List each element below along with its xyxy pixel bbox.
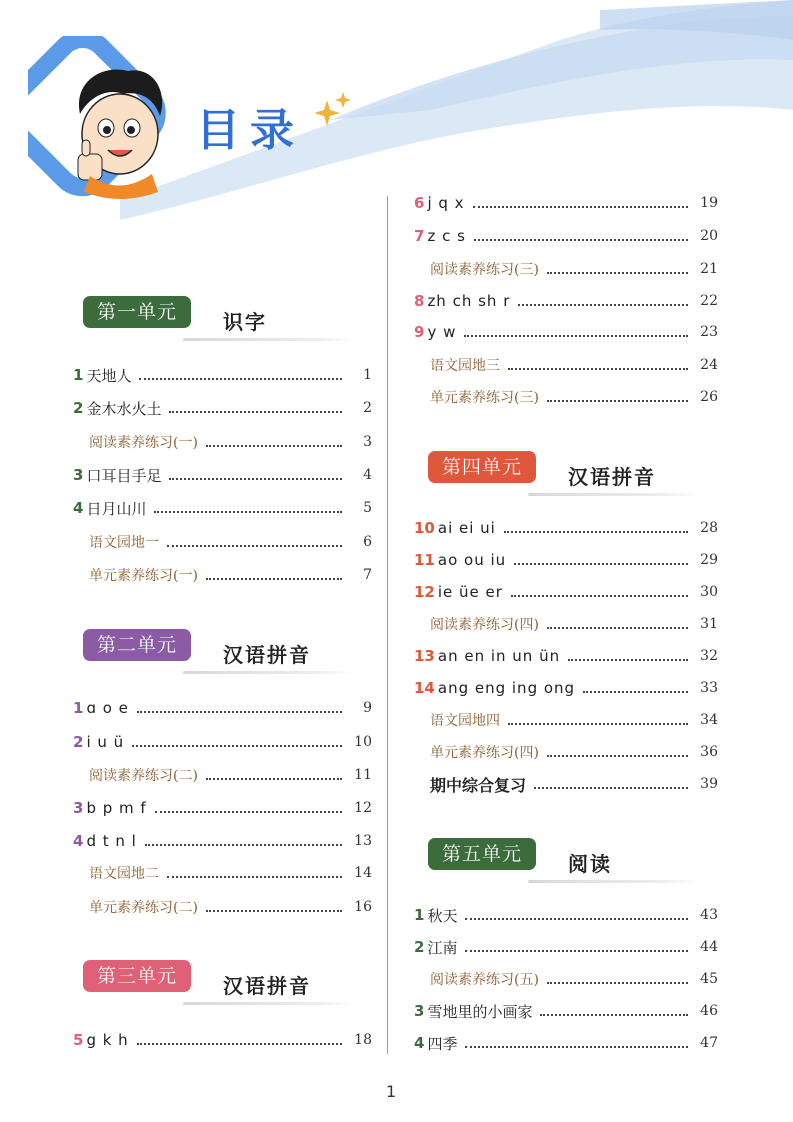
dot-leader — [145, 844, 342, 846]
unit-badge: 第三单元 — [83, 960, 191, 992]
unit-title: 汉语拼音 — [223, 643, 311, 667]
page-title: 目录 — [196, 105, 304, 156]
toc-entry[interactable] — [73, 497, 372, 519]
dot-leader — [547, 627, 688, 629]
lesson-title: 天地人 — [86, 366, 132, 385]
toc-entry[interactable] — [73, 397, 372, 419]
toc-entry[interactable] — [414, 1032, 718, 1054]
dot-leader — [206, 445, 342, 447]
column-divider — [387, 196, 388, 1054]
unit-title: 汉语拼音 — [568, 465, 656, 489]
page-ref: 6 — [363, 534, 372, 550]
page-ref: 20 — [700, 228, 718, 244]
page-ref: 2 — [363, 400, 372, 416]
dot-leader — [473, 206, 688, 208]
page-ref: 21 — [700, 261, 718, 277]
unit-title: 识字 — [223, 310, 267, 334]
page-ref: 5 — [363, 500, 372, 516]
unit-title-underline — [528, 493, 698, 496]
lesson-title: 语文园地一 — [89, 535, 159, 551]
toc-entry[interactable] — [73, 731, 372, 753]
lesson-title: 金木水火土 — [86, 399, 162, 418]
page-ref: 13 — [354, 833, 372, 849]
page-ref: 18 — [354, 1032, 372, 1048]
lesson-title: ao ou iu — [437, 551, 507, 569]
dot-leader — [514, 563, 688, 565]
dot-leader — [137, 1043, 342, 1045]
toc-entry[interactable] — [430, 386, 718, 408]
page-ref: 23 — [700, 324, 718, 340]
page-ref: 16 — [354, 899, 372, 915]
page-ref: 28 — [700, 520, 718, 536]
page-ref: 47 — [700, 1035, 718, 1051]
dot-leader — [547, 400, 688, 402]
toc-entry[interactable] — [73, 697, 372, 719]
toc-entry[interactable] — [414, 677, 718, 699]
lesson-title: i u ü — [86, 733, 125, 751]
lesson-title: ang eng ing ong — [437, 679, 576, 697]
toc-entry[interactable] — [430, 709, 718, 731]
dot-leader — [518, 304, 688, 306]
toc-header — [28, 36, 358, 236]
lesson-number: 4 — [414, 1034, 425, 1052]
lesson-title: 语文园地四 — [430, 713, 500, 729]
toc-entry[interactable] — [89, 564, 372, 586]
dot-leader — [169, 411, 342, 413]
dot-leader — [169, 478, 342, 480]
lesson-title: g k h — [86, 1031, 129, 1049]
lesson-title: ɑ o e — [86, 699, 129, 717]
dot-leader — [465, 918, 688, 920]
toc-entry[interactable] — [430, 968, 718, 990]
lesson-title: 单元素养练习(一) — [89, 568, 198, 584]
lesson-title: b p m f — [86, 799, 147, 817]
lesson-number: 9 — [414, 323, 425, 341]
toc-entry[interactable] — [89, 431, 372, 453]
toc-entry[interactable] — [414, 225, 718, 247]
lesson-number: 13 — [414, 647, 435, 665]
toc-entry[interactable] — [89, 531, 372, 553]
page-ref: 29 — [700, 552, 718, 568]
page-ref: 1 — [363, 367, 372, 383]
dot-leader — [540, 1014, 688, 1016]
dot-leader — [465, 1046, 688, 1048]
unit-badge: 第四单元 — [428, 451, 536, 483]
lesson-number: 2 — [73, 733, 84, 751]
dot-leader — [206, 578, 342, 580]
page-ref: 34 — [700, 712, 718, 728]
page-ref: 10 — [354, 734, 372, 750]
toc-entry[interactable] — [414, 290, 718, 312]
lesson-title: 单元素养练习(三) — [430, 390, 539, 406]
page-ref: 22 — [700, 293, 718, 309]
lesson-title: 江南 — [427, 938, 458, 957]
page-ref: 31 — [700, 616, 718, 632]
lesson-title: 阅读素养练习(三) — [430, 262, 539, 278]
lesson-title: 阅读素养练习(一) — [89, 435, 198, 451]
unit-title-underline — [183, 338, 353, 341]
toc-entry[interactable] — [73, 1029, 372, 1051]
page-ref: 44 — [700, 939, 718, 955]
lesson-title: 单元素养练习(四) — [430, 745, 539, 761]
dot-leader — [137, 711, 342, 713]
lesson-title: zh ch sh r — [427, 292, 511, 310]
lesson-title: d t n l — [86, 832, 137, 850]
toc-entry[interactable] — [430, 741, 718, 763]
dot-leader — [155, 811, 342, 813]
unit-badge: 第一单元 — [83, 296, 191, 328]
dot-leader — [167, 876, 342, 878]
lesson-number: 3 — [414, 1002, 425, 1020]
lesson-number: 14 — [414, 679, 435, 697]
toc-entry[interactable] — [414, 581, 718, 603]
lesson-number: 2 — [73, 399, 84, 417]
unit-badge: 第二单元 — [83, 629, 191, 661]
toc-entry[interactable] — [430, 613, 718, 635]
toc-entry[interactable] — [73, 464, 372, 486]
dot-leader — [464, 335, 688, 337]
page-ref: 39 — [700, 776, 718, 792]
dot-leader — [206, 778, 342, 780]
lesson-number: 6 — [414, 194, 425, 212]
lesson-title: y w — [427, 323, 457, 341]
lesson-number: 1 — [414, 906, 425, 924]
toc-entry[interactable] — [414, 549, 718, 571]
toc-entry[interactable] — [73, 364, 372, 386]
toc-entry[interactable] — [73, 830, 372, 852]
lesson-number: 7 — [414, 227, 425, 245]
lesson-title: ai ei ui — [437, 519, 496, 537]
unit-title-underline — [183, 671, 353, 674]
lesson-number: 1 — [73, 699, 84, 717]
dot-leader — [568, 659, 688, 661]
lesson-number: 4 — [73, 499, 84, 517]
page-ref: 26 — [700, 389, 718, 405]
dot-leader — [132, 745, 342, 747]
lesson-title: 单元素养练习(二) — [89, 900, 198, 916]
lesson-number: 8 — [414, 292, 425, 310]
lesson-title: 阅读素养练习(四) — [430, 617, 539, 633]
lesson-number: 11 — [414, 551, 435, 569]
page-ref: 45 — [700, 971, 718, 987]
dot-leader — [547, 755, 688, 757]
lesson-number: 5 — [73, 1031, 84, 1049]
dot-leader — [508, 368, 688, 370]
lesson-title: 雪地里的小画家 — [427, 1002, 533, 1021]
dot-leader — [508, 723, 688, 725]
page-ref: 19 — [700, 195, 718, 211]
unit-title: 阅读 — [568, 852, 612, 876]
lesson-title: z c s — [427, 227, 466, 245]
page-ref: 24 — [700, 357, 718, 373]
unit-header — [83, 960, 383, 1030]
page-ref: 33 — [700, 680, 718, 696]
toc-entry[interactable] — [89, 764, 372, 786]
page-ref: 32 — [700, 648, 718, 664]
toc-entry[interactable] — [414, 936, 718, 958]
toc-entry[interactable] — [430, 258, 718, 280]
page-ref: 46 — [700, 1003, 718, 1019]
unit-header — [428, 838, 728, 908]
unit-title-underline — [528, 880, 698, 883]
lesson-title: 秋天 — [427, 906, 458, 925]
lesson-number: 4 — [73, 832, 84, 850]
toc-entry[interactable] — [414, 904, 718, 926]
dot-leader — [504, 531, 688, 533]
page-ref: 11 — [354, 767, 372, 783]
page-ref: 4 — [363, 467, 372, 483]
toc-entry[interactable] — [73, 797, 372, 819]
toc-entry[interactable] — [430, 773, 718, 795]
unit-badge: 第五单元 — [428, 838, 536, 870]
dot-leader — [139, 378, 342, 380]
lesson-title: j q x — [427, 194, 465, 212]
unit-header — [83, 629, 383, 699]
page-ref: 14 — [354, 865, 372, 881]
dot-leader — [547, 982, 688, 984]
page-ref: 7 — [363, 567, 372, 583]
toc-entry[interactable] — [430, 354, 718, 376]
unit-header — [83, 296, 383, 366]
dot-leader — [167, 545, 342, 547]
lesson-number: 3 — [73, 466, 84, 484]
dot-leader — [547, 272, 688, 274]
lesson-title: 阅读素养练习(二) — [89, 768, 198, 784]
dot-leader — [511, 595, 688, 597]
lesson-title: ie üe er — [437, 583, 503, 601]
lesson-title: 口耳目手足 — [86, 466, 162, 485]
page-ref: 12 — [354, 800, 372, 816]
lesson-title: 语文园地三 — [430, 358, 500, 374]
unit-title-underline — [183, 1002, 353, 1005]
lesson-title: 语文园地二 — [89, 866, 159, 882]
boy-thumbs-up-icon — [28, 36, 208, 236]
dot-leader — [206, 910, 342, 912]
lesson-number: 2 — [414, 938, 425, 956]
dot-leader — [465, 950, 688, 952]
lesson-title: 日月山川 — [86, 499, 147, 518]
lesson-title: 四季 — [427, 1034, 458, 1053]
sparkle-icon — [313, 90, 353, 130]
dot-leader — [534, 787, 688, 789]
toc-entry[interactable] — [414, 645, 718, 667]
unit-title: 汉语拼音 — [223, 974, 311, 998]
page-ref: 9 — [363, 700, 372, 716]
page-ref: 30 — [700, 584, 718, 600]
toc-entry[interactable] — [414, 192, 718, 214]
toc-entry[interactable] — [414, 1000, 718, 1022]
lesson-number: 3 — [73, 799, 84, 817]
dot-leader — [583, 691, 688, 693]
page-ref: 43 — [700, 907, 718, 923]
lesson-number: 12 — [414, 583, 435, 601]
lesson-number: 1 — [73, 366, 84, 384]
toc-entry[interactable] — [89, 862, 372, 884]
dot-leader — [154, 511, 342, 513]
toc-entry[interactable] — [414, 517, 718, 539]
lesson-title: 期中综合复习 — [430, 775, 527, 795]
page-ref: 36 — [700, 744, 718, 760]
lesson-number: 10 — [414, 519, 435, 537]
lesson-title: 阅读素养练习(五) — [430, 972, 539, 988]
toc-entry[interactable] — [414, 321, 718, 343]
toc-entry[interactable] — [89, 896, 372, 918]
dot-leader — [474, 239, 688, 241]
lesson-title: an en in un ün — [437, 647, 561, 665]
page-ref: 3 — [363, 434, 372, 450]
page-number: 1 — [386, 1082, 397, 1101]
unit-header — [428, 451, 728, 521]
